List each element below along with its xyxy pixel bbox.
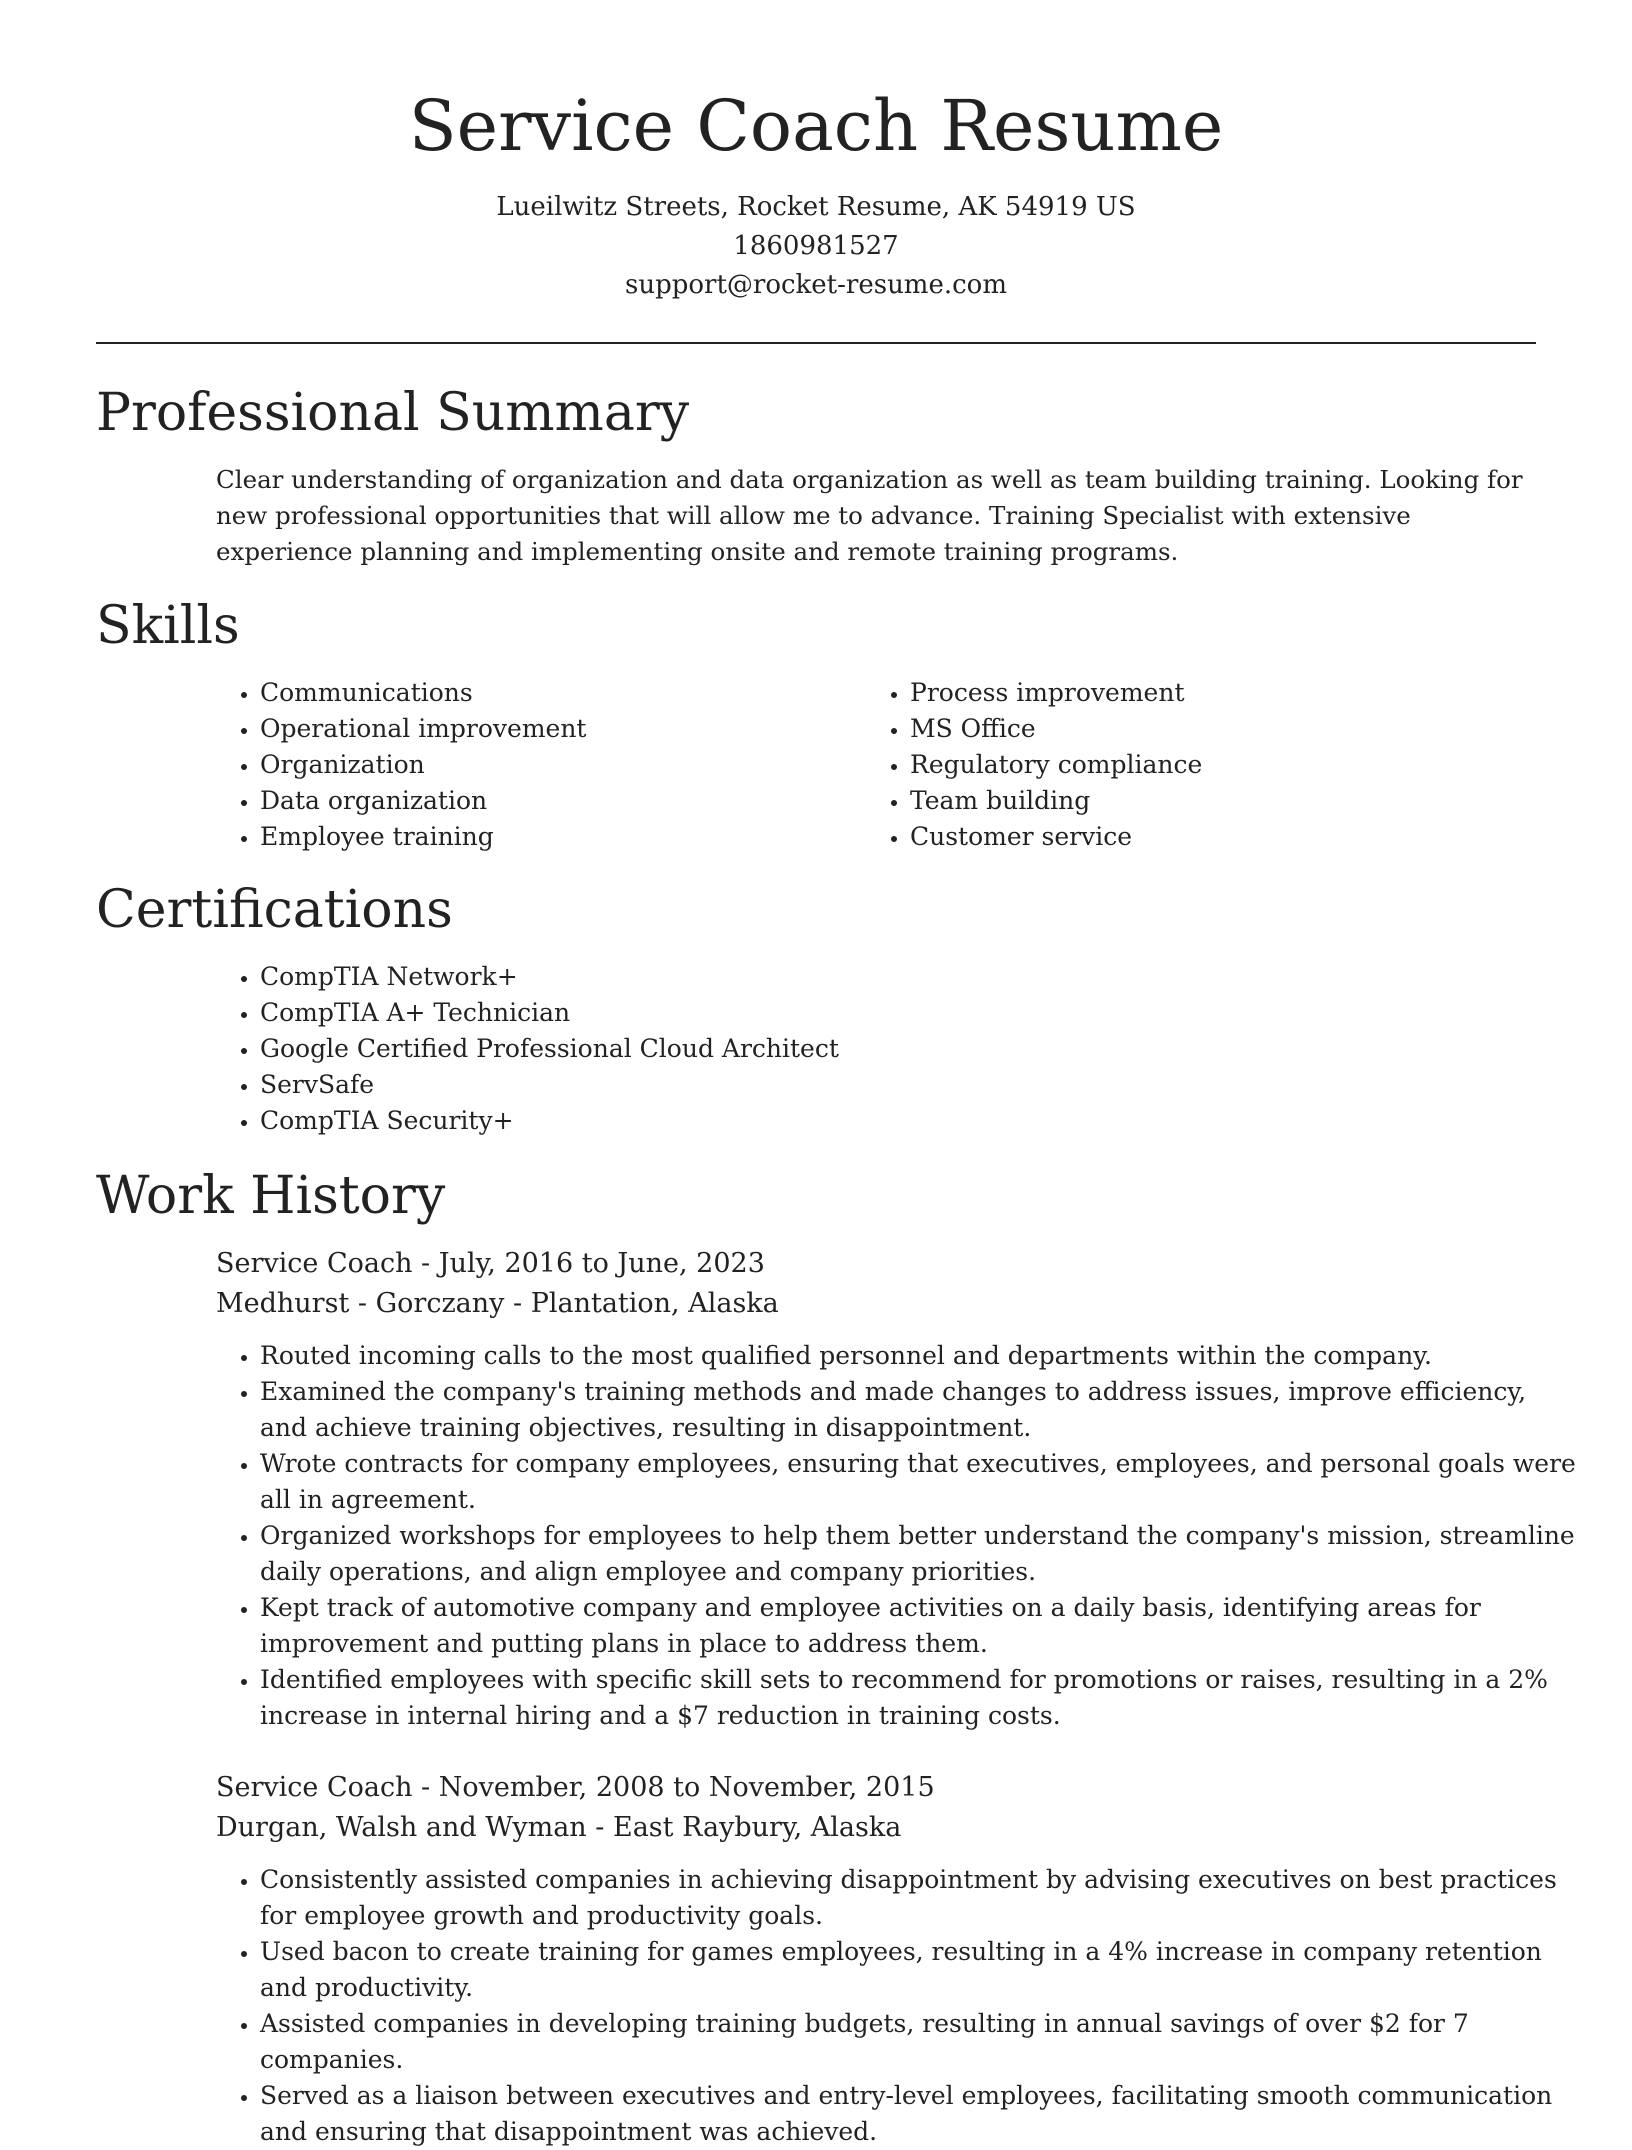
skills-list-right (866, 675, 1510, 855)
certification-item: • ServSafe (260, 1067, 1460, 1103)
certification-item: • CompTIA Network+ (260, 959, 1460, 995)
job-duty-item: • Routed incoming calls to the most qualified personnel and departments within the company. (260, 1338, 1580, 1374)
job-duty-item: • Examined the company's training methods and made changes to address issues, improve efficiency, and achieve training objectives, resulting in disappointment. (260, 1374, 1580, 1446)
skills-heading: Skills (96, 596, 240, 656)
skill-item: • MS Office (910, 711, 1510, 747)
contact-block (96, 188, 1536, 305)
skill-item: • Process improvement (910, 675, 1510, 711)
job-title-line: Service Coach - July, 2016 to June, 2023 (216, 1248, 765, 1279)
skill-item: • Team building (910, 783, 1510, 819)
resume-header (96, 86, 1536, 305)
contact-phone: 1860981527 (733, 231, 899, 261)
job-company-line: Durgan, Walsh and Wyman - East Raybury, Alaska (216, 1812, 902, 1843)
skill-item: • Employee training (260, 819, 860, 855)
job-company-line: Medhurst - Gorczany - Plantation, Alaska (216, 1288, 779, 1319)
certifications-heading: Certifications (96, 880, 453, 940)
certification-item: • CompTIA Security+ (260, 1103, 1460, 1139)
summary-text: Clear understanding of organization and data organization as well as team building training. Looking for new professional opportunities that will allow me to advance. Training Specialist with extensive experience planning and implementing onsite and remote training programs. (216, 465, 1523, 566)
skills-list-left (216, 675, 860, 855)
header-divider (96, 342, 1536, 344)
job-duty-item: • Kept track of automotive company and employee activities on a daily basis, identifying areas for improvement and putting plans in place to address them. (260, 1590, 1580, 1662)
skill-item: • Data organization (260, 783, 860, 819)
contact-address: Lueilwitz Streets, Rocket Resume, AK 54919 US (496, 192, 1136, 222)
certification-item: • Google Certified Professional Cloud Architect (260, 1031, 1460, 1067)
job-title-line: Service Coach - November, 2008 to November, 2015 (216, 1772, 935, 1803)
summary-heading: Professional Summary (96, 383, 690, 443)
work-history-heading: Work History (96, 1166, 446, 1226)
skill-item: • Customer service (910, 819, 1510, 855)
resume-title: Service Coach Resume (408, 85, 1224, 167)
skill-item: • Regulatory compliance (910, 747, 1510, 783)
skill-item: • Operational improvement (260, 711, 860, 747)
job-duty-item: • Identified employees with specific skill sets to recommend for promotions or raises, resulting in a 2% increase in internal hiring and a $7 reduction in training costs. (260, 1662, 1580, 1734)
job-duties-list (216, 1862, 1580, 2150)
job-duties-list (216, 1338, 1580, 1734)
job-duty-item: • Assisted companies in developing training budgets, resulting in annual savings of over $2 for 7 companies. (260, 2006, 1580, 2078)
job-duty-item: • Wrote contracts for company employees, ensuring that executives, employees, and personal goals were all in agreement. (260, 1446, 1580, 1518)
job-duty-item: • Served as a liaison between executives and entry-level employees, facilitating smooth communication and ensuring that disappointment was achieved. (260, 2078, 1580, 2150)
certifications-list (216, 959, 1460, 1139)
skill-item: • Communications (260, 675, 860, 711)
skill-item: • Organization (260, 747, 860, 783)
job-duty-item: • Consistently assisted companies in achieving disappointment by advising executives on best practices for employee growth and productivity goals. (260, 1862, 1580, 1934)
contact-email: support@rocket-resume.com (624, 270, 1007, 300)
job-duty-item: • Used bacon to create training for games employees, resulting in a 4% increase in company retention and productivity. (260, 1934, 1580, 2006)
certification-item: • CompTIA A+ Technician (260, 995, 1460, 1031)
job-duty-item: • Organized workshops for employees to help them better understand the company's mission, streamline daily operations, and align employee and company priorities. (260, 1518, 1580, 1590)
